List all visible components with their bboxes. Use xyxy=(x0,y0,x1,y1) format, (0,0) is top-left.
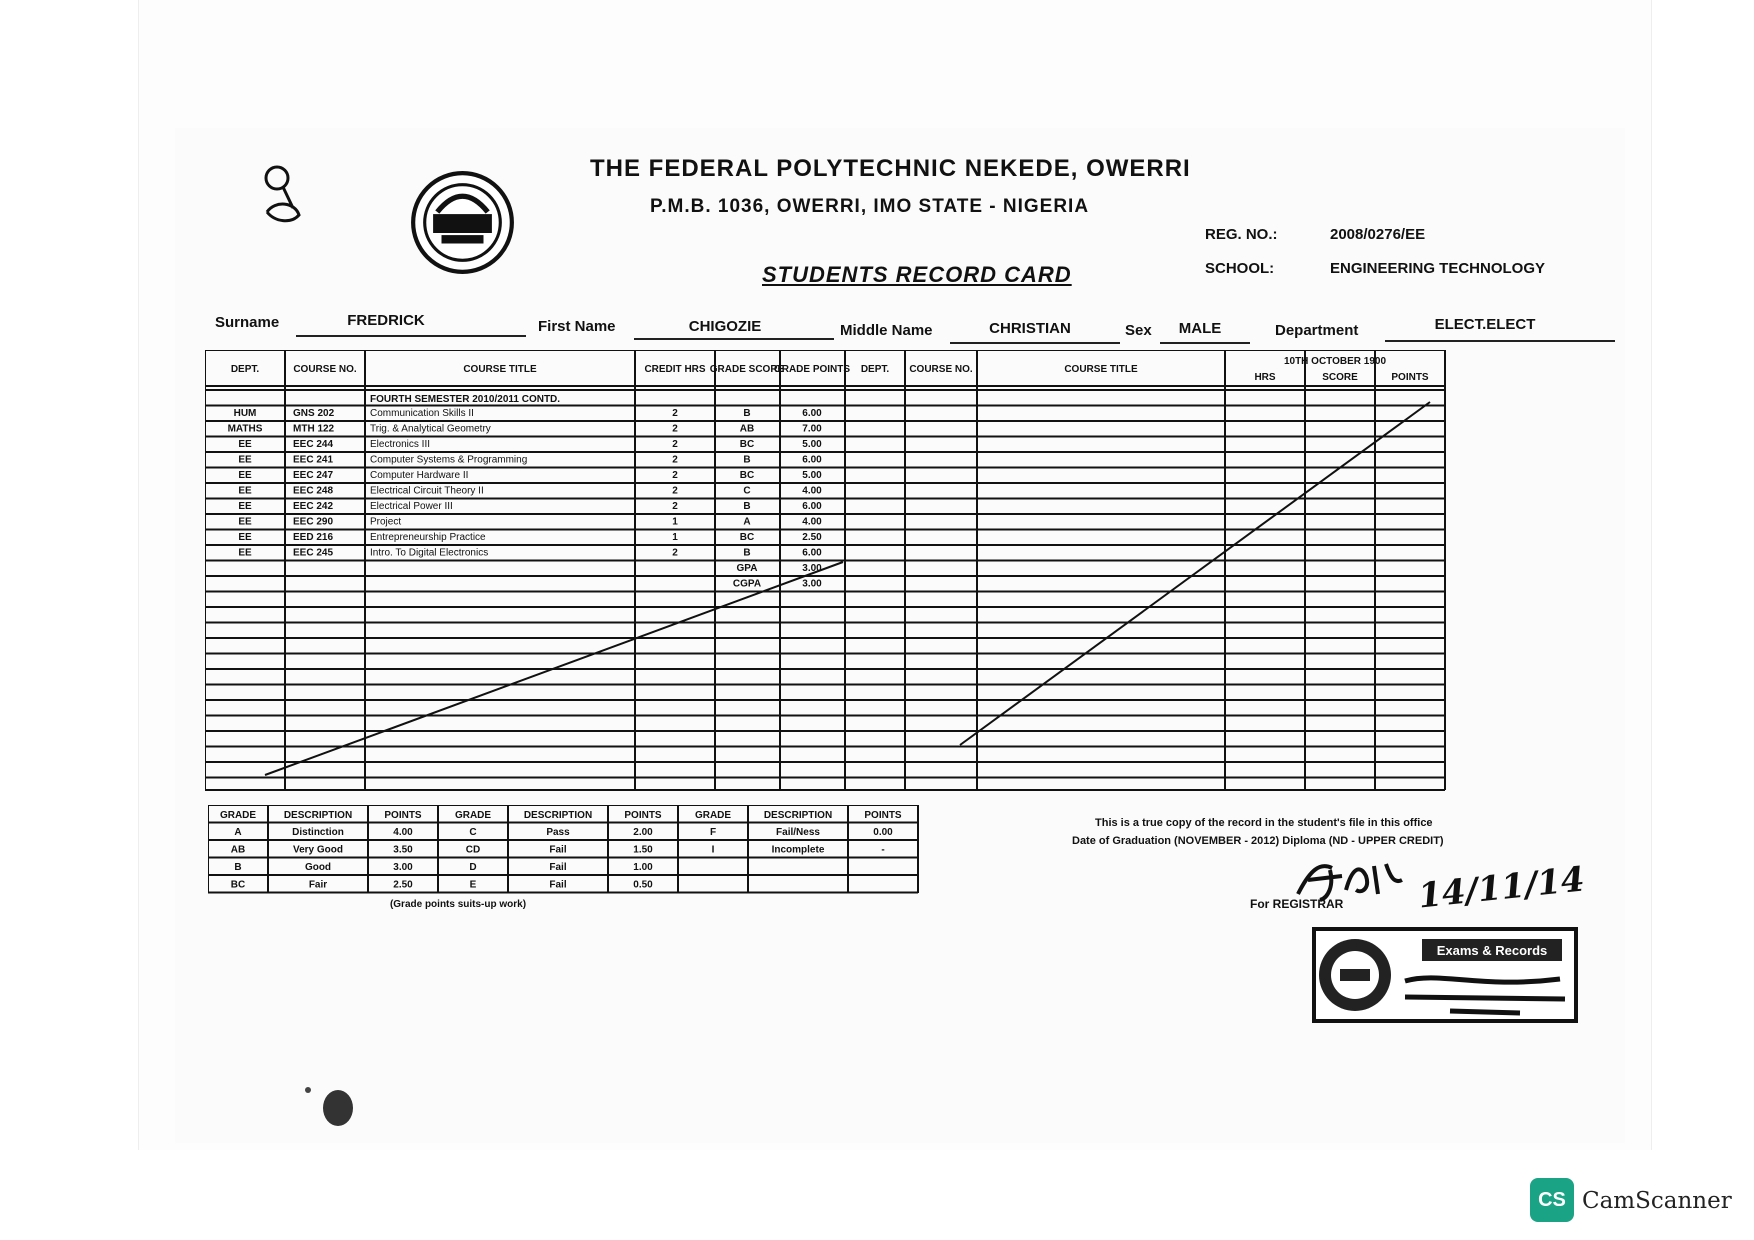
row-grade: B xyxy=(743,408,751,419)
gpa-label: GPA xyxy=(736,563,758,574)
row-points: 6.00 xyxy=(802,408,822,419)
legend-cell: Pass xyxy=(546,827,570,838)
legend-cell: - xyxy=(881,844,885,856)
legend-cell: CD xyxy=(465,844,481,856)
row-points: 4.00 xyxy=(802,516,822,528)
header-grade-score: GRADE SCORE xyxy=(709,364,785,375)
legend-cell: A xyxy=(234,827,242,838)
row-course-title: Communication Skills II xyxy=(370,408,474,419)
row-course-code: EEC 248 xyxy=(293,485,334,497)
row-dept: EE xyxy=(238,516,252,528)
row-course-code: EEC 242 xyxy=(293,501,334,512)
legend-cell: Incomplete xyxy=(771,844,825,856)
row-grade: AB xyxy=(739,423,755,435)
sex-line xyxy=(1160,342,1250,344)
row-credit-hrs: 2 xyxy=(672,408,678,419)
header-right-tail-points: POINTS xyxy=(1391,372,1429,383)
row-credit-hrs: 2 xyxy=(672,470,678,481)
institution-name: THE FEDERAL POLYTECHNIC NEKEDE, OWERRI xyxy=(590,155,1191,182)
legend-cell: Fail xyxy=(549,862,567,873)
row-dept: EE xyxy=(238,532,252,543)
semester-row: FOURTH SEMESTER 2010/2011 CONTD. xyxy=(370,394,561,405)
row-grade: A xyxy=(743,516,751,528)
row-grade: B xyxy=(743,454,751,466)
legend-cell: 1.00 xyxy=(633,862,653,873)
official-stamp xyxy=(1310,925,1580,1025)
row-grade: BC xyxy=(739,470,755,481)
institution-logo xyxy=(410,170,515,275)
header-right-tail-score: SCORE xyxy=(1322,372,1358,383)
row-grade: BC xyxy=(739,439,755,450)
graduation-text: Date of Graduation (NOVEMBER - 2012) Diploma (ND - UPPER CREDIT) xyxy=(1072,835,1444,847)
first-name-value: CHIGOZIE xyxy=(688,318,762,335)
surname-label: Surname xyxy=(215,314,280,331)
legend-header: GRADE xyxy=(454,810,492,821)
row-dept: MATHS xyxy=(227,423,263,435)
legend-cell: Very Good xyxy=(292,844,344,856)
legend-cell: BC xyxy=(230,879,246,891)
row-course-code: EEC 245 xyxy=(293,547,334,559)
legend-cell: 3.00 xyxy=(393,862,413,873)
row-dept: EE xyxy=(238,470,252,481)
certification-text: This is a true copy of the record in the student's file in this office xyxy=(1095,817,1433,829)
row-credit-hrs: 1 xyxy=(672,516,678,528)
row-course-title: Trig. & Analytical Geometry xyxy=(370,423,491,435)
legend-cell: F xyxy=(709,827,717,838)
first-name-line xyxy=(634,338,834,340)
gpa-value: 3.00 xyxy=(802,563,822,574)
row-course-title: Project xyxy=(370,516,402,528)
legend-cell: 0.50 xyxy=(633,879,653,891)
legend-cell: Fail xyxy=(549,879,567,891)
legend-cell: Fail xyxy=(549,844,567,856)
legend-cell: 2.50 xyxy=(393,879,413,891)
header-credit-hrs: CREDIT HRS xyxy=(644,364,706,375)
first-name-label: First Name xyxy=(538,318,616,335)
row-course-title: Computer Hardware II xyxy=(370,470,469,481)
legend-cell: Distinction xyxy=(292,827,344,838)
legend-cell: Fail/Ness xyxy=(776,827,820,838)
registrar-label: For REGISTRAR xyxy=(1250,897,1344,911)
legend-cell: AB xyxy=(230,844,246,856)
row-points: 5.00 xyxy=(802,470,822,481)
row-credit-hrs: 2 xyxy=(672,423,678,435)
sex-value: MALE xyxy=(1178,320,1222,337)
row-points: 6.00 xyxy=(802,501,822,512)
legend-note: (Grade points suits-up work) xyxy=(389,899,527,910)
row-credit-hrs: 2 xyxy=(672,439,678,450)
middle-name-line xyxy=(950,342,1120,344)
row-course-code: EEC 244 xyxy=(293,439,334,450)
row-dept: HUM xyxy=(233,408,257,419)
legend-header: POINTS xyxy=(384,810,422,821)
legend-cell: C xyxy=(469,827,477,838)
reg-no-value: 2008/0276/EE xyxy=(1330,226,1426,243)
legend-header: POINTS xyxy=(864,810,902,821)
row-course-code: EEC 290 xyxy=(293,516,334,528)
row-grade: B xyxy=(743,501,751,512)
row-course-code: GNS 202 xyxy=(293,408,335,419)
card-title: STUDENTS RECORD CARD xyxy=(762,262,1072,287)
sex-label: Sex xyxy=(1125,322,1152,339)
row-dept: EE xyxy=(238,439,252,450)
legend-cell: Fair xyxy=(308,879,328,891)
row-credit-hrs: 1 xyxy=(672,532,678,543)
cgpa-label: CGPA xyxy=(732,578,762,590)
reg-no-label: REG. NO.: xyxy=(1205,226,1278,243)
legend-cell: I xyxy=(711,844,715,856)
row-credit-hrs: 2 xyxy=(672,454,678,466)
right-date-header: 10TH OCTOBER 1900 xyxy=(1283,356,1387,367)
legend-header: GRADE xyxy=(694,810,732,821)
row-points: 6.00 xyxy=(802,454,822,466)
row-points: 5.00 xyxy=(802,439,822,450)
row-course-title: Electrical Power III xyxy=(370,501,453,512)
legend-cell: 0.00 xyxy=(873,827,893,838)
department-line xyxy=(1385,340,1615,342)
row-course-code: EEC 241 xyxy=(293,454,334,466)
strike-line-right xyxy=(960,402,1430,745)
school-label: SCHOOL: xyxy=(1205,260,1275,277)
row-grade: B xyxy=(743,547,751,559)
legend-cell: 1.50 xyxy=(633,844,653,856)
school-value: ENGINEERING TECHNOLOGY xyxy=(1330,260,1546,277)
middle-name-label: Middle Name xyxy=(840,322,933,339)
stamp-text: Exams & Records xyxy=(1436,943,1548,958)
header-right-course-title: COURSE TITLE xyxy=(1064,364,1138,375)
legend-header: POINTS xyxy=(624,810,662,821)
row-points: 2.50 xyxy=(802,532,822,543)
row-course-code: EEC 247 xyxy=(293,470,334,481)
header-dept-: DEPT. xyxy=(230,364,260,375)
header-right-course-no-: COURSE NO. xyxy=(909,364,973,375)
row-course-title: Electronics III xyxy=(370,439,431,450)
department-label: Department xyxy=(1275,322,1359,339)
row-course-code: EED 216 xyxy=(293,532,334,543)
header-course-title: COURSE TITLE xyxy=(463,364,537,375)
row-credit-hrs: 2 xyxy=(672,485,678,497)
camscanner-brand: CamScanner xyxy=(1582,1188,1732,1214)
legend-header: DESCRIPTION xyxy=(523,810,593,821)
header-course-no-: COURSE NO. xyxy=(293,364,357,375)
row-grade: BC xyxy=(739,532,755,543)
row-dept: EE xyxy=(238,485,252,497)
row-course-title: Entrepreneurship Practice xyxy=(370,532,486,543)
registrar-signature xyxy=(1290,850,1410,910)
legend-cell: E xyxy=(469,879,477,891)
results-grid xyxy=(205,350,1605,810)
row-credit-hrs: 2 xyxy=(672,501,678,512)
row-points: 7.00 xyxy=(802,423,822,435)
handwritten-mark xyxy=(255,160,315,230)
header-right-dept-: DEPT. xyxy=(860,364,890,375)
row-course-title: Intro. To Digital Electronics xyxy=(370,547,489,559)
row-dept: EE xyxy=(238,454,252,466)
department-value: ELECT.ELECT xyxy=(1434,316,1536,333)
header-right-tail-hrs: HRS xyxy=(1254,372,1276,383)
middle-name-value: CHRISTIAN xyxy=(989,320,1071,337)
row-grade: C xyxy=(743,485,751,497)
legend-header: DESCRIPTION xyxy=(763,810,833,821)
legend-cell: 2.00 xyxy=(633,827,653,838)
legend-cell: 3.50 xyxy=(393,844,413,856)
camscanner-logo-icon: CS xyxy=(1530,1178,1574,1222)
row-credit-hrs: 2 xyxy=(672,547,678,559)
row-course-title: Electrical Circuit Theory II xyxy=(370,485,484,497)
ink-speck xyxy=(300,1080,360,1130)
row-dept: EE xyxy=(238,547,252,559)
row-course-code: MTH 122 xyxy=(293,423,335,435)
surname-value: FREDRICK xyxy=(347,312,425,329)
legend-cell: B xyxy=(234,862,242,873)
header-grade-points: GRADE POINTS xyxy=(773,364,851,375)
grade-legend xyxy=(208,805,1038,915)
institution-address: P.M.B. 1036, OWERRI, IMO STATE - NIGERIA xyxy=(650,196,1090,217)
legend-cell: D xyxy=(469,862,477,873)
row-points: 4.00 xyxy=(802,485,822,497)
surname-line xyxy=(296,335,526,337)
legend-cell: 4.00 xyxy=(393,827,413,838)
row-course-title: Computer Systems & Programming xyxy=(370,454,528,466)
row-dept: EE xyxy=(238,501,252,512)
legend-header: GRADE xyxy=(219,810,257,821)
row-points: 6.00 xyxy=(802,547,822,559)
legend-header: DESCRIPTION xyxy=(283,810,353,821)
cgpa-value: 3.00 xyxy=(802,578,822,590)
handwritten-date: 14/11/14 xyxy=(1416,859,1587,917)
legend-cell: Good xyxy=(304,862,332,873)
